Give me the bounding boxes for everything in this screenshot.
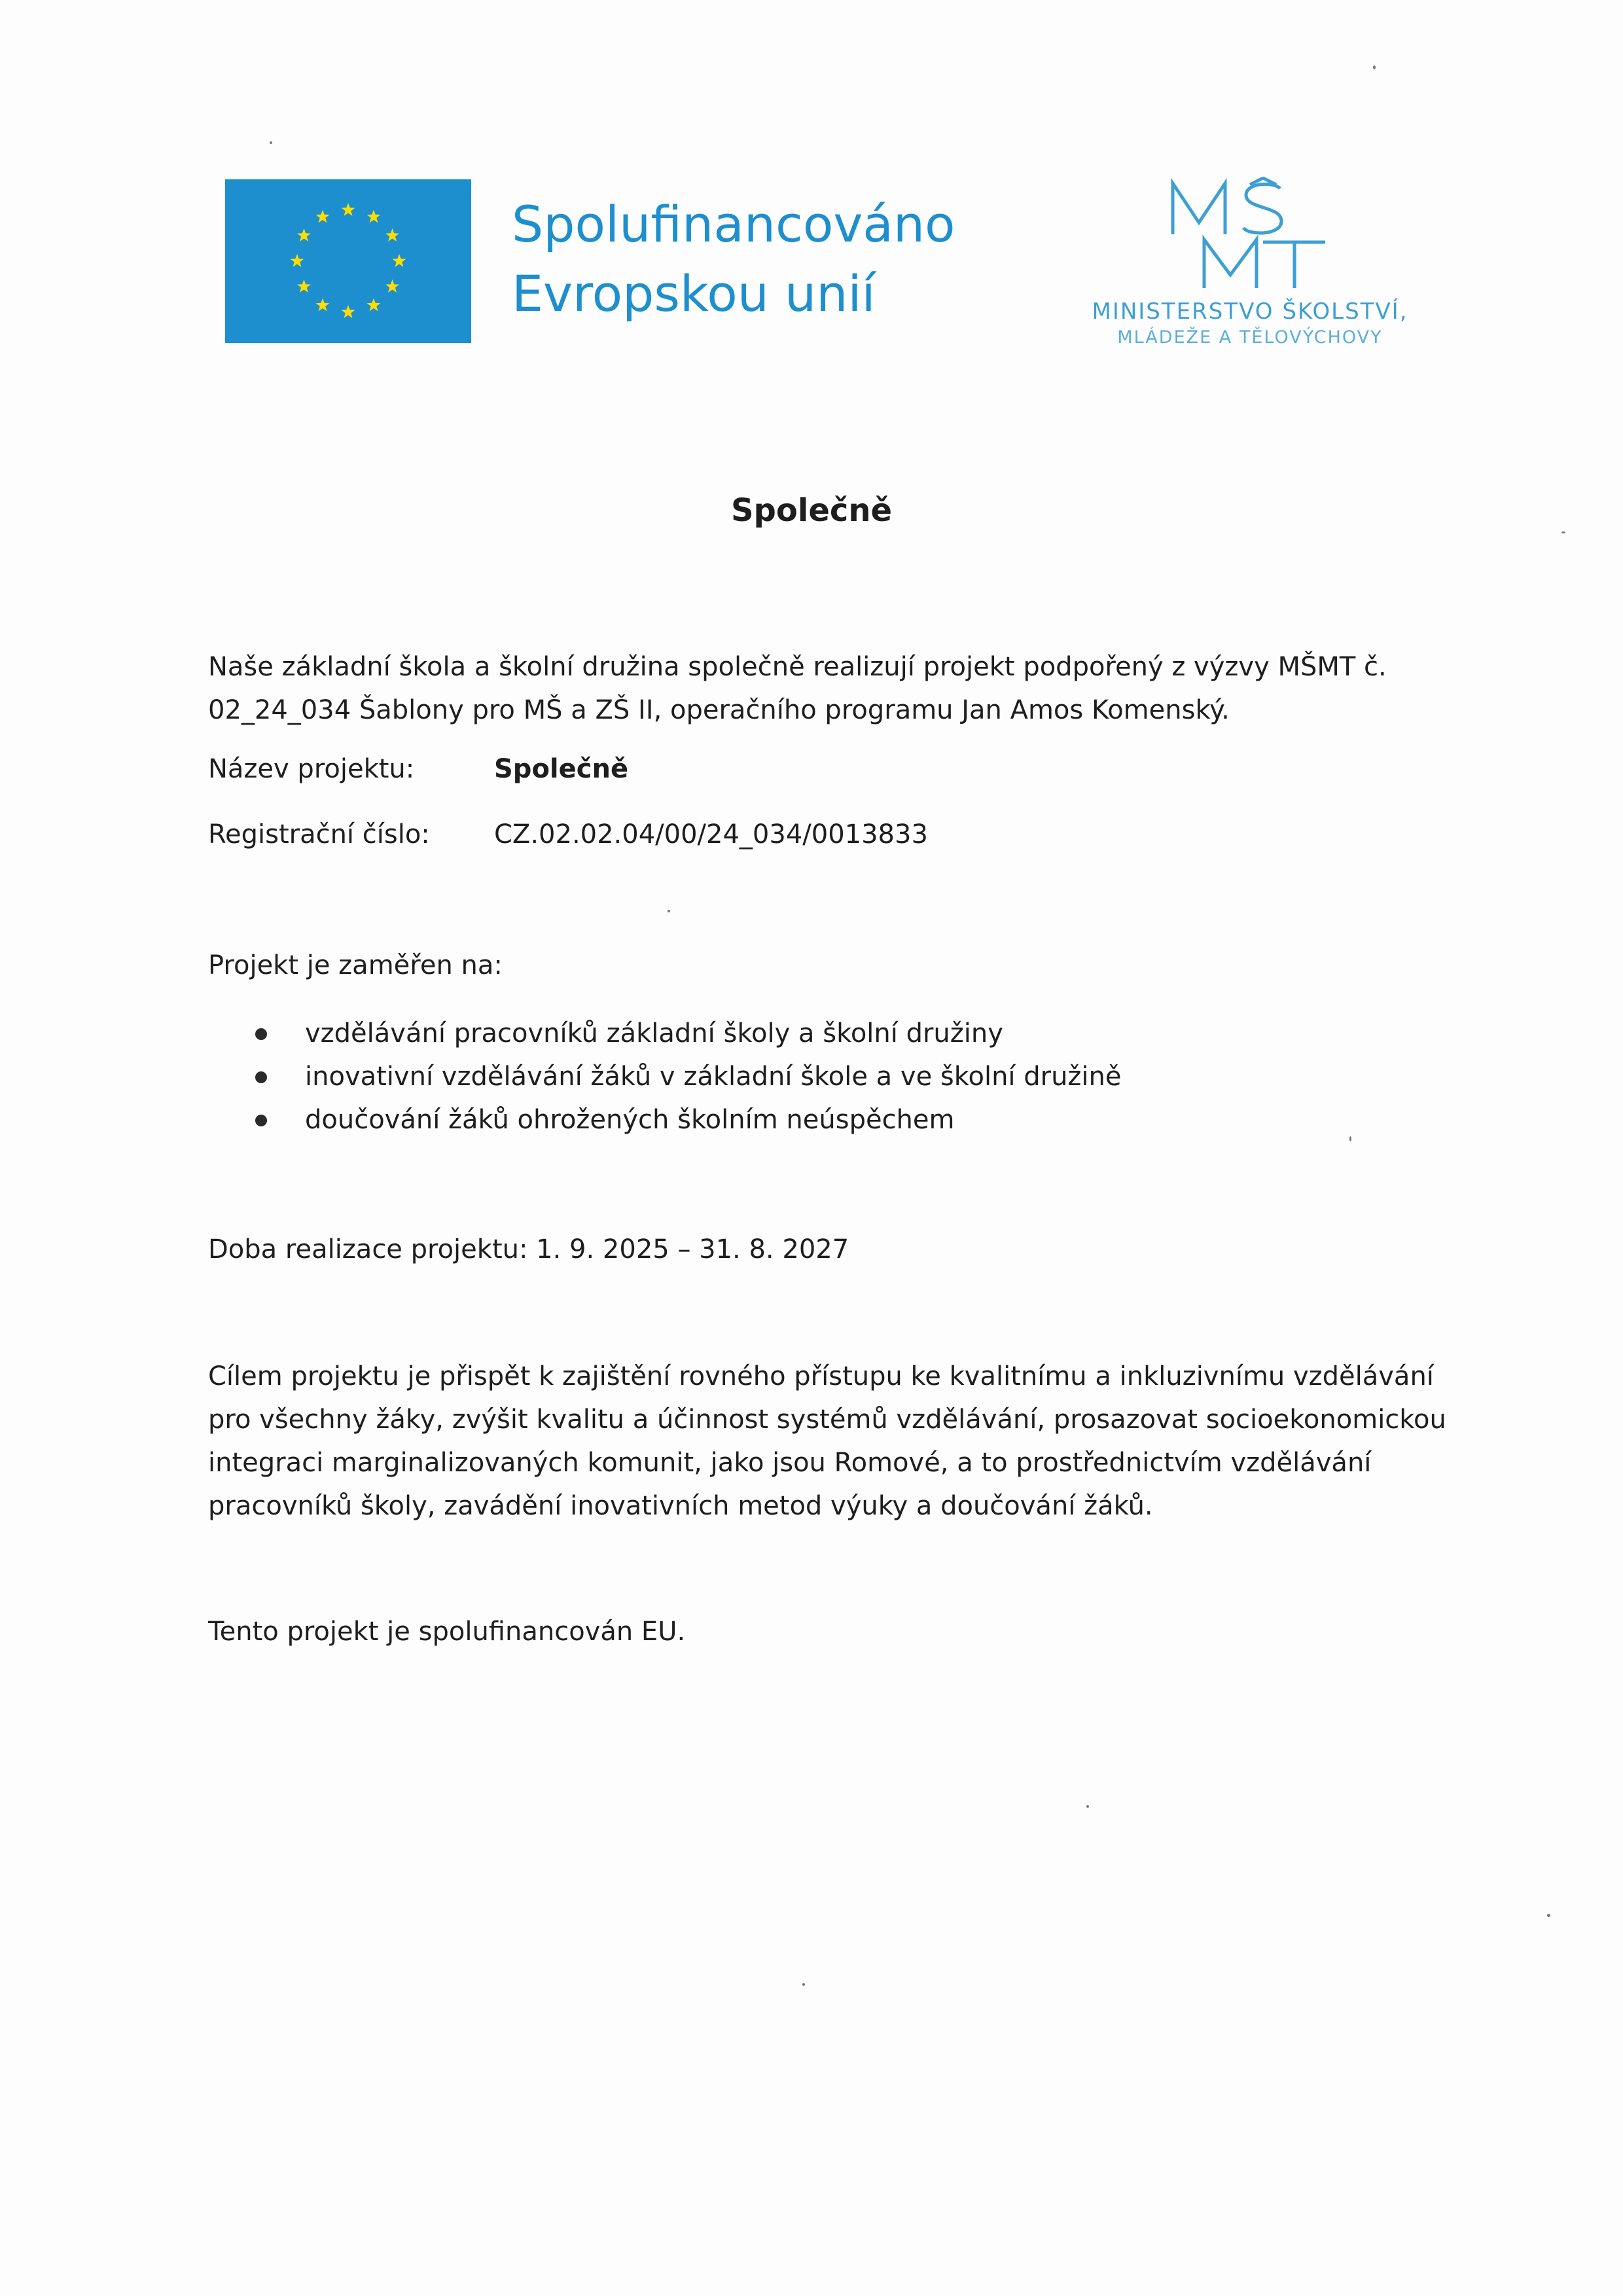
eu-cofinancing-label [512, 190, 1009, 329]
intro-line: Naše základní škola a školní družina společně realizují projekt podpořený z výzvy MŠMT č. [208, 652, 1387, 682]
list-item-text: doučování žáků ohrožených školním neúspěchem [305, 1105, 955, 1135]
eu-star-icon [316, 209, 330, 223]
scan-speck [270, 141, 272, 144]
eu-star-icon [297, 279, 311, 293]
project-period: Doba realizace projektu: 1. 9. 2025 – 31. 8. 2027 [208, 1234, 849, 1265]
list-item-text: inovativní vzdělávání žáků v základní škole a ve školní družině [305, 1062, 1122, 1092]
scan-speck [1086, 1805, 1089, 1808]
scan-speck [668, 910, 670, 912]
eu-star-icon [385, 279, 399, 293]
goal-paragraph [208, 1355, 1446, 1528]
ministry-name-line2: MLÁDEŽE A TĚLOVÝCHOVY [1117, 327, 1383, 348]
intro-line: 02_24_034 Šablony pro MŠ a ZŠ II, operačního programu Jan Amos Komenský. [208, 695, 1230, 725]
goal-line: pro všechny žáky, zvýšit kvalitu a účinnost systémů vzdělávání, prosazovat socioekonomickou [208, 1405, 1446, 1435]
eu-label-line1: Spolufinancováno [512, 195, 955, 253]
scan-speck [1349, 1136, 1351, 1141]
focus-list [255, 1012, 1122, 1141]
list-item-text: vzdělávání pracovníků základní školy a školní družiny [305, 1018, 1003, 1049]
eu-flag-icon [225, 179, 471, 343]
registration-value: CZ.02.02.04/00/24_034/0013833 [494, 819, 928, 850]
list-item [255, 1055, 1122, 1098]
goal-line: integraci marginalizovaných komunit, jako jsou Romové, a to prostřednictvím vzdělávání [208, 1448, 1372, 1478]
eu-label-line2: Evropskou unií [512, 264, 876, 323]
project-name-value: Společně [494, 754, 629, 784]
bullet-icon [255, 1115, 267, 1126]
focus-heading: Projekt je zaměřen na: [208, 950, 503, 980]
project-name-label: Název projektu: [208, 754, 415, 784]
eu-star-icon [385, 228, 399, 242]
ministry-logo [1067, 177, 1433, 353]
eu-star-icon [393, 254, 406, 267]
scan-speck [1373, 65, 1376, 69]
eu-star-icon [342, 203, 355, 216]
eu-star-icon [297, 228, 311, 242]
eu-star-icon [367, 298, 381, 312]
scan-speck [802, 1983, 805, 1986]
eu-stars [225, 179, 471, 343]
ministry-name-line1: MINISTERSTVO ŠKOLSTVÍ, [1092, 298, 1408, 325]
bullet-icon [255, 1028, 267, 1040]
eu-star-icon [291, 254, 304, 267]
eu-star-icon [316, 298, 330, 312]
closing-statement: Tento projekt je spolufinancován EU. [208, 1617, 686, 1647]
page-title: Společně [730, 492, 893, 529]
list-item [255, 1098, 1122, 1141]
registration-label: Registrační číslo: [208, 819, 430, 850]
goal-line: Cílem projektu je přispět k zajištění rovného přístupu ke kvalitnímu a inkluzivnímu vzdělávání [208, 1361, 1434, 1391]
bullet-icon [255, 1071, 267, 1083]
goal-line: pracovníků školy, zavádění inovativních metod výuky a doučování žáků. [208, 1491, 1153, 1521]
scan-speck [1547, 1914, 1550, 1917]
msmt-monogram-icon [1165, 177, 1329, 295]
eu-star-icon [342, 305, 355, 318]
list-item [255, 1012, 1122, 1055]
eu-star-icon [367, 209, 381, 223]
intro-paragraph [208, 645, 1387, 732]
scan-speck [1561, 531, 1565, 533]
